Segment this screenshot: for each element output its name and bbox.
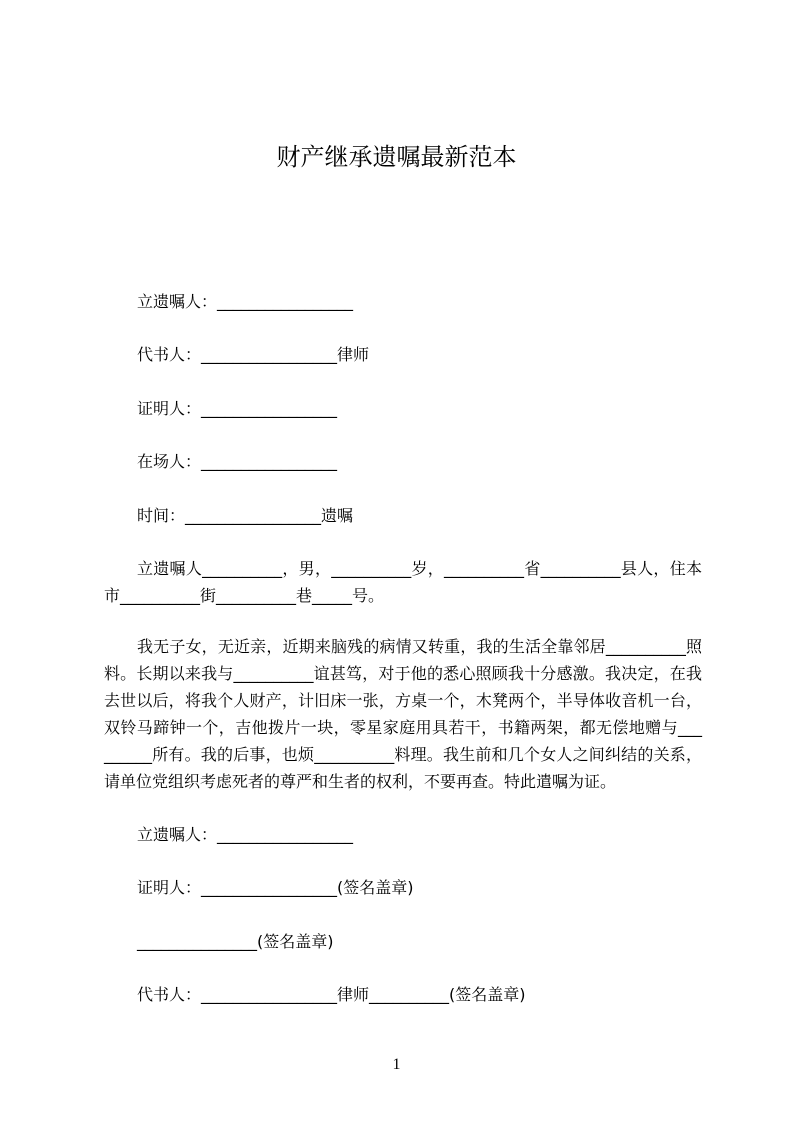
field-attendee: 在场人：_________________ [137,452,338,471]
paragraph-line: 料。长期以来我与__________谊甚笃，对于他的悉心照顾我十分感激。我决定，在我 [104,664,702,683]
paragraph-testator-info [104,555,702,609]
field-testator: 立遗嘱人：_________________ [137,292,354,311]
document-title: 财产继承遗嘱最新范本 [276,143,517,171]
paragraph-bequest [104,633,702,795]
paragraph-line: 我无子女，无近亲，近期来脑残的病情又转重，我的生活全靠邻居__________照 [137,637,702,656]
paragraph-line: 双铃马蹄钟一个，吉他拨片一块，零星家庭用具若干，书籍两架，都无偿地赠与___ [104,718,702,737]
paragraph-line: ______所有。我的后事，也烦__________料理。我生前和几个女人之间纠结的关系， [104,745,702,764]
field-time: 时间：_________________遗嘱 [137,506,354,525]
signature-scribe: 代书人：_________________律师__________(签名盖章) [137,985,526,1004]
field-scribe: 代书人：_________________律师 [137,345,370,364]
paragraph-line: 请单位党组织考虑死者的尊严和生者的权利，不要再查。特此遣嘱为证。 [104,772,617,791]
paragraph-line: 去世以后，将我个人财产，计旧床一张，方桌一个，木凳两个，半导体收音机一台， [104,691,702,710]
page-number: 1 [392,1056,401,1073]
field-witness: 证明人：_________________ [137,399,338,418]
signature-testator: 立遗嘱人：_________________ [137,825,354,844]
paragraph-line: 市__________街__________巷_____号。 [104,586,385,605]
signature-witness: 证明人：_________________(签名盖章) [137,878,414,897]
paragraph-line: 立遗嘱人__________，男，__________岁，__________省__________县人，住本 [137,559,702,578]
signature-seal-line: _______________(签名盖章) [137,932,334,951]
